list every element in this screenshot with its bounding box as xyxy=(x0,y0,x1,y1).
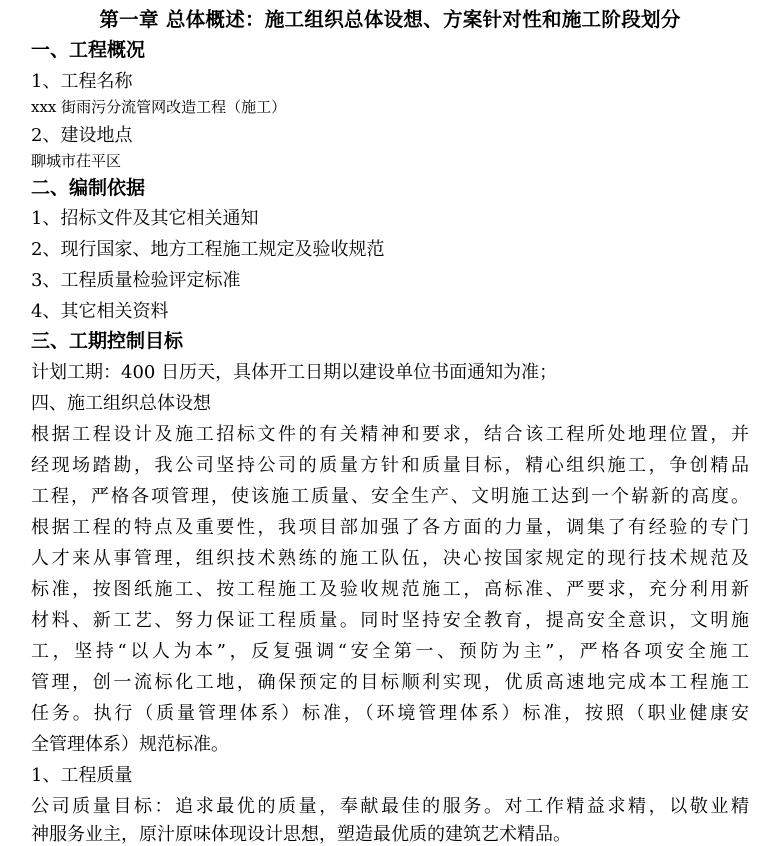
section-heading-basis: 二、编制依据 xyxy=(31,177,146,199)
body-line: 标准，按图纸施工、按工程施工及验收规范施工，高标准、严要求，充分利用新 xyxy=(31,579,749,600)
section-heading-organization: 四、施工组织总体设想 xyxy=(31,393,211,414)
body-line: 根据工程设计及施工招标文件的有关精神和要求，结合该工程所处地理位置，并 xyxy=(31,424,749,445)
body-line: 工程，严格各项管理，使该施工质量、安全生产、文明施工达到一个崭新的高度。 xyxy=(31,486,749,507)
quality-heading: 1、工程质量 xyxy=(31,765,133,786)
project-name-label: 1、工程名称 xyxy=(31,71,133,92)
body-line: 根据工程的特点及重要性，我项目部加强了各方面的力量，调集了有经验的专门 xyxy=(31,517,749,538)
body-line: 工，坚持“以人为本”，反复强调“安全第一、预防为主”，严格各项安全施工 xyxy=(31,641,749,662)
body-line: 全管理体系）规范标准。 xyxy=(31,734,229,755)
quality-line: 神服务业主，原汁原味体现设计思想，塑造最优质的建筑艺术精品。 xyxy=(31,824,571,845)
schedule-text: 计划工期：400 日历天，具体开工日期以建设单位书面通知为准； xyxy=(31,362,558,383)
site-value: 聊城市茌平区 xyxy=(31,152,122,170)
body-line: 材料、新工艺、努力保证工程质量。同时坚持安全教育，提高安全意识，文明施 xyxy=(31,610,749,631)
basis-item: 3、工程质量检验评定标准 xyxy=(31,270,241,291)
basis-item: 2、现行国家、地方工程施工规定及验收规范 xyxy=(31,239,385,260)
body-line: 人才来从事管理，组织技术熟练的施工队伍，决心按国家规定的现行技术规范及 xyxy=(31,548,749,569)
chapter-title: 第一章 总体概述：施工组织总体设想、方案针对性和施工阶段划分 xyxy=(99,8,681,31)
project-name-value: xxx 街雨污分流管网改造工程（施工） xyxy=(31,98,287,116)
basis-item: 1、招标文件及其它相关通知 xyxy=(31,208,259,229)
section-heading-overview: 一、工程概况 xyxy=(31,39,146,61)
quality-line: 公司质量目标：追求最优的质量，奉献最佳的服务。对工作精益求精，以敬业精 xyxy=(31,796,749,817)
site-label: 2、建设地点 xyxy=(31,125,133,146)
body-line: 任务。执行（质量管理体系）标准，（环境管理体系）标准，按照（职业健康安 xyxy=(31,703,749,724)
body-line: 经现场踏勘，我公司坚持公司的质量方针和质量目标，精心组织施工，争创精品 xyxy=(31,455,749,476)
section-heading-schedule: 三、工期控制目标 xyxy=(31,330,184,352)
body-line: 管理，创一流标化工地，确保预定的目标顺利实现，优质高速地完成本工程施工 xyxy=(31,672,749,693)
basis-item: 4、其它相关资料 xyxy=(31,301,169,322)
